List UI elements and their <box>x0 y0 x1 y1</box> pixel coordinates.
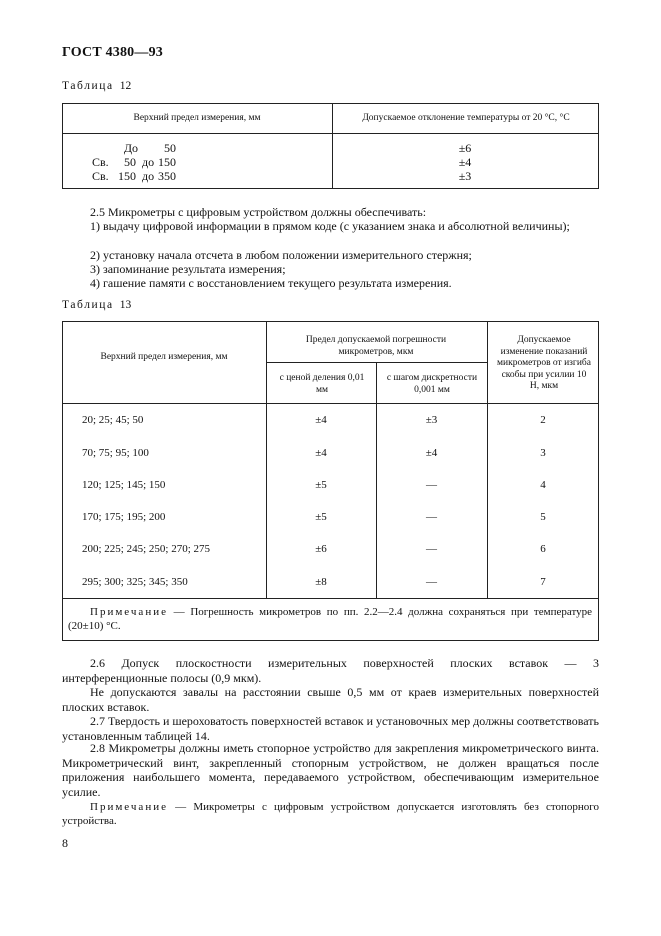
table13-cell-disc: ±4 <box>425 447 438 459</box>
table13-label-word: Таблица <box>62 299 114 311</box>
row-value: 50 <box>164 141 176 155</box>
section-2-8-note <box>62 800 599 828</box>
table12-header-divider <box>62 133 599 134</box>
table13-label <box>62 299 131 311</box>
table13-row-range: 20; 25; 45; 50 <box>82 414 144 426</box>
table13-cell-bend: 3 <box>540 447 546 459</box>
table13-cell-bend: 5 <box>540 511 546 523</box>
table13-cell-bend: 2 <box>540 414 546 426</box>
table13-sub2-header: с шагом дискретности 0,001 мм <box>386 373 478 395</box>
table13-row-range: 120; 125; 145; 150 <box>82 479 166 491</box>
section-2-6-p1: 2.6 Допуск плоскостности измерительных поверхностей плоских вставок — 3 интерференционные полосы (0,9 мкм). <box>62 656 599 685</box>
table13-cell-disc: — <box>426 543 437 555</box>
section-2-5-item: 4) гашение памяти с восстановлением текущего результата измерения. <box>90 276 452 290</box>
section-2-7-p1: 2.7 Твердость и шероховатость поверхностей вставок и установочных мер должны соответствовать установленным таблицей 14. <box>62 714 599 743</box>
table13-note-divider <box>62 598 599 599</box>
section-2-8-note-label: Примечание <box>90 801 168 813</box>
table12-col2-header: Допускаемое отклонение температуры от 20 °С, °С <box>362 113 570 123</box>
table13-sub1-header: с ценой деления 0,01 мм <box>279 373 365 395</box>
table13-cell-div: ±4 <box>315 447 327 459</box>
table13-cell-disc: — <box>426 511 437 523</box>
table13-row-range: 70; 75; 95; 100 <box>82 447 149 459</box>
section-2-5-intro: 2.5 Микрометры с цифровым устройством должны обеспечивать: <box>90 205 427 219</box>
table12-number: 12 <box>119 80 132 92</box>
table13-note-label: Примечание <box>90 606 168 618</box>
table13-cell-div: ±4 <box>315 414 327 426</box>
table13-cell-div: ±6 <box>315 543 327 555</box>
section-2-6-p2: Не допускаются завалы на расстоянии свыше 0,5 мм от краев измерительных поверхностей плоских вставок. <box>62 685 599 714</box>
table12-label <box>62 80 131 92</box>
table12-tol: ±3 <box>458 169 472 183</box>
document-header: ГОСТ 4380—93 <box>62 45 163 60</box>
table13-number: 13 <box>119 299 132 311</box>
row-from: До <box>123 141 138 155</box>
section-2-8-note-text: — Микрометры с цифровым устройством допускается изготовлять без стопорного устройства. <box>62 801 600 827</box>
table13-cell-disc: — <box>426 576 437 588</box>
table12-tol: ±6 <box>458 141 472 155</box>
table13-cell-div: ±5 <box>315 511 327 523</box>
table13-row-range: 295; 300; 325; 345; 350 <box>82 576 188 588</box>
section-2-5-item: 3) запоминание результата измерения; <box>90 262 286 276</box>
table13-col-divider <box>266 321 267 598</box>
table13-cell-bend: 4 <box>540 479 546 491</box>
table13-note <box>68 605 592 633</box>
table13-note-text: — Погрешность микрометров по пп. 2.2—2.4 должна сохраняться при температуре (20±10) °С. <box>68 606 592 632</box>
table13-col4-header: Допускаемое изменение показаний микрометров от изгиба скобы при усилии 10 Н, мкм <box>497 335 591 391</box>
page-number: 8 <box>62 836 68 850</box>
table13-row-range: 170; 175; 195; 200 <box>82 511 166 523</box>
row-prefix: Св. <box>92 155 109 169</box>
section-2-8-p1: 2.8 Микрометры должны иметь стопорное устройство для закрепления микрометрического винта. Микрометрический винт, закрепленный стопорным устройством, не должен вращаться после приложения наибольшего момента, передаваемого устройством, обеспечивающим измерительное усилие. <box>62 741 599 799</box>
table13-col-divider <box>487 321 488 598</box>
table13-cell-disc: — <box>426 479 437 491</box>
row-value: 150 <box>158 155 176 169</box>
table12-label-word: Таблица <box>62 80 114 92</box>
table12-col1-header: Верхний предел измерения, мм <box>133 113 261 123</box>
table13-cell-bend: 7 <box>540 576 546 588</box>
row-to-word: до <box>142 169 155 183</box>
table13-row-range: 200; 225; 245; 250; 270; 275 <box>82 543 211 555</box>
section-2-5-item: 2) установку начала отсчета в любом положении измерительного стержня; <box>90 248 472 262</box>
table13-group-header: Предел допускаемой погрешности микрометров, мкм <box>305 335 447 357</box>
row-value: 350 <box>158 169 176 183</box>
table12-tol: ±4 <box>458 155 472 169</box>
table13-cell-div: ±5 <box>315 479 327 491</box>
section-2-5-item: 1) выдачу цифровой информации в прямом коде (с указанием знака и абсолютной величины); <box>90 219 570 233</box>
row-to-word: до <box>142 155 155 169</box>
table13-cell-bend: 6 <box>540 543 546 555</box>
table13-col1-header: Верхний предел измерения, мм <box>100 352 228 362</box>
row-from: 50 <box>124 155 136 169</box>
table13-cell-disc: ±3 <box>425 414 438 426</box>
table13-header-divider <box>62 403 599 404</box>
row-prefix: Св. <box>92 169 109 183</box>
row-from: 150 <box>118 169 136 183</box>
table13-cell-div: ±8 <box>315 576 327 588</box>
